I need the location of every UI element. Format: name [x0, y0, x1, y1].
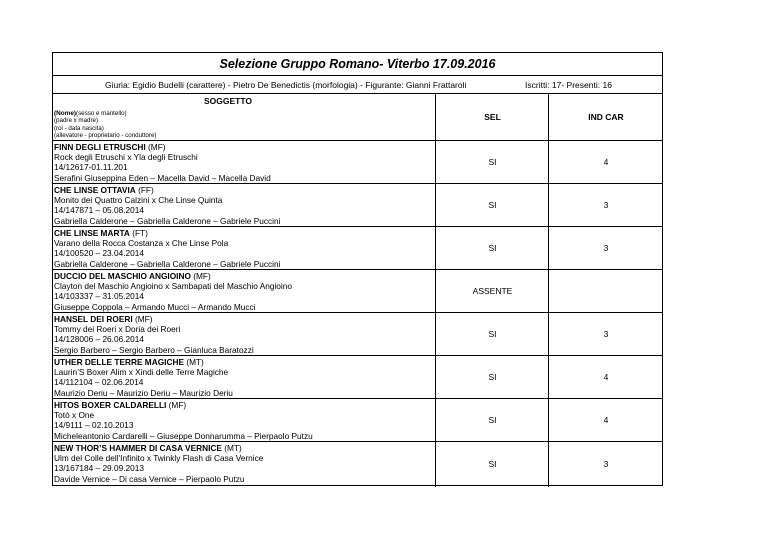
- dog-name: HANSEL DEI ROERI: [54, 314, 133, 324]
- column-divider: [548, 94, 549, 487]
- dog-sex-coat: (MF): [168, 400, 187, 410]
- sel-value: SI: [488, 372, 497, 382]
- table-row: [53, 270, 662, 313]
- dog-sex-coat: (MT): [186, 357, 204, 367]
- dog-name: HITOS BOXER CALDARELLI: [54, 400, 167, 410]
- row-description: [54, 314, 429, 355]
- dog-roi-date: 14/100520 – 23.04.2014: [54, 248, 144, 259]
- entries-count: Iscritti: 17- Presenti: 16: [525, 80, 612, 90]
- dog-name: CHE LINSE OTTAVIA: [54, 185, 136, 195]
- dog-name: NEW THOR’S HAMMER DI CASA VERNICE: [54, 443, 222, 453]
- dog-name: UTHER DELLE TERRE MAGICHE: [54, 357, 184, 367]
- dog-people: Maurizio Deriu – Maurizio Deriu – Maurizio Deriu: [54, 387, 233, 398]
- sel-value: SI: [488, 243, 497, 253]
- sel-value: SI: [488, 157, 497, 167]
- dog-sex-coat: (MT): [224, 443, 242, 453]
- sel-value: ASSENTE: [472, 286, 513, 296]
- dog-name: FINN DEGLI ETRUSCHI: [54, 142, 146, 152]
- dog-people: Giuseppe Coppola – Armando Mucci – Armando Mucci: [54, 301, 256, 312]
- header-soggetto: SOGGETTO: [204, 96, 253, 106]
- dog-parents: Varano della Rocca Costanza x Che Linse Pola: [54, 238, 229, 249]
- indcar-value: 3: [603, 200, 609, 210]
- document-title: Selezione Gruppo Romano- Viterbo 17.09.2016: [53, 53, 662, 76]
- dog-parents: Tommy dei Roeri x Doria dei Roeri: [54, 324, 181, 335]
- column-divider: [435, 94, 436, 487]
- indcar-value: 4: [603, 415, 609, 425]
- header-indcar: IND CAR: [588, 112, 624, 122]
- table-row: [53, 313, 662, 356]
- dog-parents: Monito dei Quattro Calzini x Che Linse Quinta: [54, 195, 223, 206]
- table-row: [53, 184, 662, 227]
- header-legend: [54, 110, 156, 140]
- legend-nome: (Nome): [54, 110, 77, 117]
- sel-value: SI: [488, 329, 497, 339]
- legend-line-4: (allevatore - proprietario - conduttore): [54, 132, 157, 140]
- dog-people: Gabriella Calderone – Gabriella Calderone – Gabriele Puccini: [54, 258, 281, 269]
- row-description: [54, 271, 429, 312]
- legend-line-2: (padre x madre): [54, 117, 99, 125]
- dog-sex-coat: (MF): [135, 314, 153, 324]
- dog-people: Sergio Barbero – Sergio Barbero – Gianluca Baratozzi: [54, 344, 254, 355]
- table-header: [53, 94, 662, 141]
- indcar-value: 3: [603, 329, 609, 339]
- row-description: [54, 185, 429, 226]
- dog-parents: Rock degli Etruschi x Yla degli Etruschi: [54, 152, 198, 163]
- dog-name: DUCCIO DEL MASCHIO ANGIOINO: [54, 271, 191, 281]
- dog-roi-date: 13/167184 – 29.09.2013: [54, 463, 144, 474]
- row-description: [54, 400, 429, 441]
- dog-roi-date: 14/147871 – 05.08.2014: [54, 205, 144, 216]
- indcar-value: 3: [603, 243, 609, 253]
- sel-value: SI: [488, 200, 497, 210]
- dog-name: CHE LINSE MARTA: [54, 228, 130, 238]
- dog-parents: Totò x One: [54, 410, 95, 421]
- row-description: [54, 357, 429, 398]
- table-row: [53, 442, 662, 485]
- dog-sex-coat: (MF): [148, 142, 166, 152]
- table-row: [53, 399, 662, 442]
- dog-parents: Clayton del Maschio Angioino x Sambapati del Maschio Angioino: [54, 281, 292, 292]
- dog-sex-coat: (FF): [138, 185, 154, 195]
- legend-line-1: (sesso e mantello): [76, 110, 127, 117]
- dog-roi-date: 14/103337 – 31.05.2014: [54, 291, 144, 302]
- judges-text: Giuria: Egidio Budelli (carattere) - Pietro De Benedictis (morfologia) - Figurante: Gianni Frattaroli: [105, 80, 467, 90]
- results-sheet: [52, 52, 663, 486]
- row-description: [54, 228, 429, 269]
- row-description: [54, 443, 429, 484]
- table-row: [53, 356, 662, 399]
- dog-parents: Ulm del Colle dell'Infinito x Twinkly Flash di Casa Vernice: [54, 453, 264, 464]
- sel-value: SI: [488, 415, 497, 425]
- legend-line-3: (roi - data nascita): [54, 124, 104, 132]
- dog-people: Davide Vernice – Di casa Vernice – Pierpaolo Putzu: [54, 473, 245, 484]
- indcar-value: [549, 270, 663, 312]
- indcar-value: 4: [603, 372, 609, 382]
- dog-people: Gabriella Calderone – Gabriella Calderone – Gabriele Puccini: [54, 215, 281, 226]
- table-row: [53, 141, 662, 184]
- dog-roi-date: 14/9111 – 02.10.2013: [54, 420, 134, 431]
- dog-roi-date: 14/12617-01.11.201: [54, 162, 128, 173]
- info-row: [53, 76, 662, 94]
- dog-sex-coat: (MF): [193, 271, 211, 281]
- header-sel: SEL: [484, 112, 501, 122]
- sel-value: SI: [488, 458, 497, 469]
- dog-people: Micheleantonio Cardarelli – Giuseppe Donnarumma – Pierpaolo Putzu: [54, 430, 313, 441]
- dog-people: Serafini Giuseppina Eden – Macella David – Macella David: [54, 172, 271, 183]
- indcar-value: 4: [603, 157, 609, 167]
- dog-roi-date: 14/128006 – 26.06.2014: [54, 334, 144, 345]
- dog-parents: Laurin’S Boxer Alim x Xindi delle Terre Magiche: [54, 367, 229, 378]
- table-row: [53, 227, 662, 270]
- dog-sex-coat: (FT): [132, 228, 148, 238]
- dog-roi-date: 14/112104 – 02.06.2014: [54, 377, 144, 388]
- indcar-value: 3: [603, 458, 609, 469]
- row-description: [54, 142, 429, 183]
